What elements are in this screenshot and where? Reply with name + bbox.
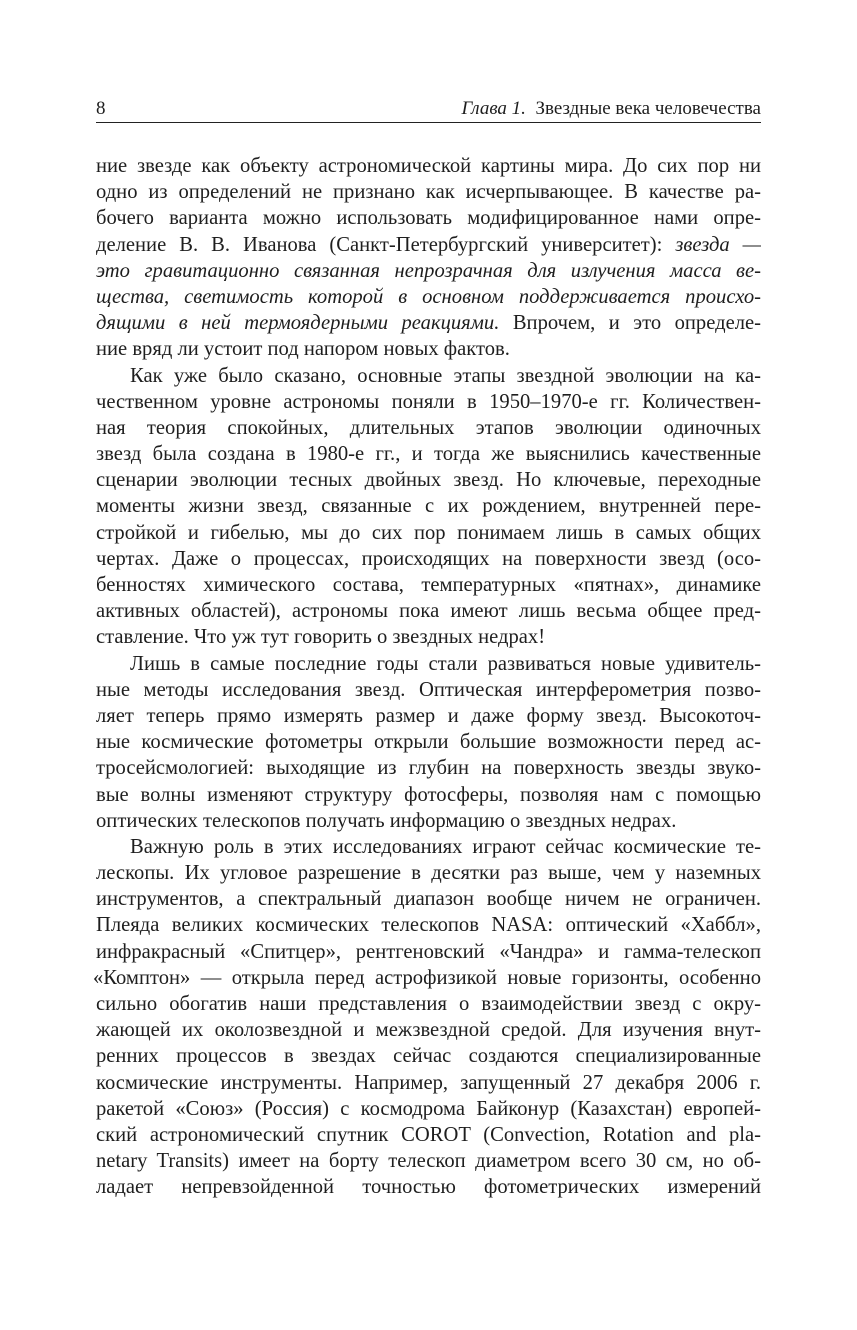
text-span: тросейсмологией: выходящие из глубин на поверхность звезды звуко- <box>96 757 761 780</box>
text-span: моменты жизни звезд, связанные с их рождением, внутренней пере- <box>96 495 761 518</box>
text-line <box>96 467 761 493</box>
text-line <box>96 991 761 1017</box>
text-line <box>96 1148 761 1174</box>
chapter-title: Звездные века человечества <box>535 98 761 119</box>
chapter-label: Глава 1. <box>461 98 526 119</box>
text-span: сценарии эволюции тесных двойных звезд. Но ключевые, переходные <box>96 469 761 492</box>
text-span: ракетой «Союз» (Россия) с космодрома Байконур (Казахстан) европей- <box>96 1097 761 1120</box>
text-line <box>96 651 761 677</box>
text-span: чественном уровне астрономы поняли в 1950–1970-е гг. Количествен- <box>96 390 761 413</box>
text-line <box>96 860 761 886</box>
text-line <box>96 1017 761 1043</box>
text-line <box>96 729 761 755</box>
text-line <box>96 310 761 336</box>
text-line <box>96 886 761 912</box>
text-span: netary Transits) имеет на борту телескоп диаметром всего 30 см, но об- <box>96 1150 761 1173</box>
text-line <box>96 258 761 284</box>
text-span: оптических телескопов получать информацию о звездных недрах. <box>96 809 677 832</box>
text-line <box>96 336 761 362</box>
text-span: сильно обогатив наши представления о взаимодействии звезд с окру- <box>96 993 761 1015</box>
text-line <box>96 153 761 179</box>
text-line <box>96 703 761 729</box>
text-line <box>96 389 761 415</box>
text-span: Лишь в самые последние годы стали развиваться новые удивитель- <box>130 652 761 675</box>
body-text <box>93 153 761 1201</box>
italic-text: это гравитационно связанная непрозрачная для излучения масса ве- <box>96 259 761 282</box>
text-span: ренних процессов в звездах сейчас создаются специализированные <box>96 1045 761 1068</box>
text-span: стройкой и гибелью, мы до сих пор понимаем лишь в самых общих <box>96 521 761 544</box>
text-line <box>96 1043 761 1069</box>
text-line <box>96 624 761 650</box>
text-span: деление В. В. Иванова (Санкт-Петербургский университет): <box>96 233 676 256</box>
text-span: ние вряд ли устоит под напором новых фактов. <box>96 338 510 361</box>
text-span: ладает непревзойденной точностью фотометрических измерений <box>96 1176 761 1199</box>
text-line <box>96 834 761 860</box>
text-span: бочего варианта можно использовать модифицированное нами опре- <box>96 207 761 230</box>
text-line <box>96 205 761 231</box>
text-span: лескопы. Их угловое разрешение в десятки раз выше, чем у наземных <box>96 862 761 885</box>
text-line <box>96 677 761 703</box>
text-span: инструментов, а спектральный диапазон вообще ничем не ограничен. <box>96 888 761 911</box>
text-line <box>96 363 761 389</box>
italic-text: звезда — <box>675 233 761 256</box>
text-line <box>96 232 761 258</box>
text-line <box>96 912 761 938</box>
text-line <box>96 755 761 781</box>
text-span: Важную роль в этих исследованиях играют сейчас космические те- <box>130 835 761 858</box>
text-line <box>96 808 761 834</box>
running-head <box>462 98 762 120</box>
text-span: активных областей), астрономы пока имеют лишь весьма общее пред- <box>96 600 761 623</box>
text-line <box>96 598 761 624</box>
text-line <box>96 782 761 808</box>
italic-text: дящими в ней термоядерными реакциями. <box>96 312 500 335</box>
text-span: «Комптон» — открыла перед астрофизикой новые горизонты, особенно <box>93 966 761 989</box>
text-span: ная теория спокойных, длительных этапов эволюции одиночных <box>96 416 761 439</box>
text-span: ский астрономический спутник COROT (Convection, Rotation and pla- <box>96 1123 761 1146</box>
text-span: ставление. Что уж тут говорить о звездных недрах! <box>96 626 546 649</box>
text-span: космические инструменты. Например, запущенный 27 декабря 2006 г. <box>96 1071 761 1094</box>
text-span: вые волны изменяют структуру фотосферы, позволяя нам с помощью <box>96 783 761 806</box>
text-span: Плеяда великих космических телескопов NASA: оптический «Хаббл», <box>96 914 761 937</box>
page-number: 8 <box>96 98 106 119</box>
text-line <box>96 179 761 205</box>
text-line <box>93 965 761 991</box>
text-span: ные космические фотометры открыли большие возможности перед ас- <box>96 731 761 754</box>
text-line <box>96 1070 761 1096</box>
text-line <box>96 572 761 598</box>
text-span: ляет теперь прямо измерять размер и даже форму звезд. Высокоточ- <box>96 704 761 727</box>
text-line <box>96 1096 761 1122</box>
text-span: чертах. Даже о процессах, происходящих на поверхности звезд (осо- <box>96 547 761 570</box>
text-span: жающей их околозвездной и межзвездной средой. Для изучения внут- <box>96 1019 761 1042</box>
text-line <box>96 441 761 467</box>
text-span: бенностях химического состава, температурных «пятнах», динамике <box>96 574 761 596</box>
text-span: звезд была создана в 1980-е гг., и тогда же выяснились качественные <box>96 443 761 466</box>
text-line <box>96 939 761 965</box>
text-line <box>96 493 761 519</box>
text-span: инфракрасный «Спитцер», рентгеновский «Чандра» и гамма-телескоп <box>96 940 761 963</box>
italic-text: щества, светимость которой в основном поддерживается происхо- <box>96 285 761 308</box>
text-span: Как уже было сказано, основные этапы звездной эволюции на ка- <box>130 364 761 387</box>
running-header <box>96 96 761 123</box>
text-span: Впрочем, и это определе- <box>499 312 761 335</box>
text-line <box>96 520 761 546</box>
text-line <box>96 284 761 310</box>
text-span: ние звезде как объекту астрономической картины мира. До сих пор ни <box>96 155 761 177</box>
text-span: одно из определений не признано как исчерпывающее. В качестве ра- <box>96 181 761 204</box>
text-line <box>96 546 761 572</box>
text-span: ные методы исследования звезд. Оптическая интерферометрия позво- <box>96 678 761 701</box>
text-line <box>96 1122 761 1148</box>
text-line <box>96 415 761 441</box>
text-line <box>96 1174 761 1200</box>
